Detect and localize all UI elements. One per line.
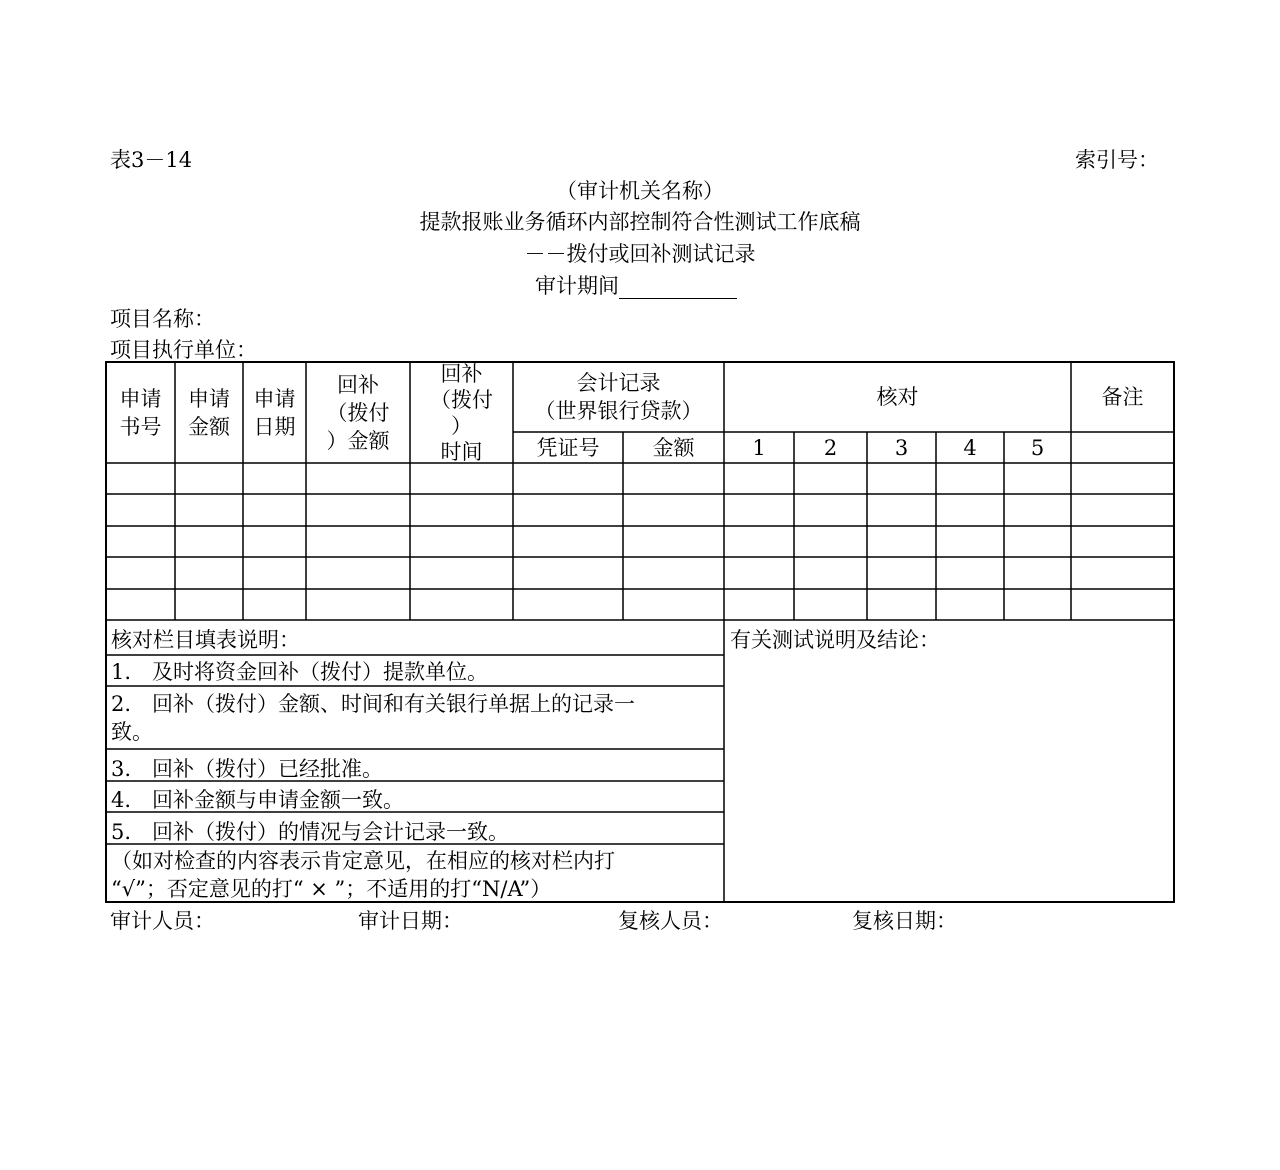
- conclusion-label: 有关测试说明及结论：: [730, 628, 940, 652]
- col-refill-time: 回补 （拨付 ） 时间: [430, 362, 493, 463]
- auditor-label: 审计人员：: [110, 909, 215, 933]
- index-number-label: 索引号：: [1075, 148, 1159, 172]
- org-name: （审计机关名称）: [556, 179, 724, 203]
- col-remark: 备注: [1101, 385, 1144, 409]
- audit-period-label: 审计期间: [535, 274, 619, 298]
- col-apply-date: 申请 日期: [253, 386, 296, 439]
- notes-heading: 核对栏目填表说明：: [111, 628, 300, 652]
- review-date-label: 复核日期：: [852, 909, 957, 933]
- note-legend: （如对检查的内容表示肯定意见，在相应的核对栏内打 “√”；否定意见的打“ × ”；不适用的打“N/A”）: [111, 849, 615, 901]
- check-col-1: 1: [752, 435, 766, 460]
- check-col-2: 2: [823, 435, 838, 460]
- check-col-5: 5: [1030, 435, 1045, 460]
- project-name-label: 项目名称：: [110, 307, 215, 331]
- note-item-1: 1. 及时将资金回补（拨付）提款单位。: [111, 660, 489, 684]
- col-apply-amount: 申请 金额: [188, 386, 230, 439]
- note-item-2: 2. 回补（拨付）金额、时间和有关银行单据上的记录一 致。: [111, 692, 636, 744]
- note-item-4: 4. 回补金额与申请金额一致。: [111, 788, 405, 812]
- audit-date-label: 审计日期：: [358, 909, 463, 933]
- reviewer-label: 复核人员：: [618, 909, 723, 933]
- page-title: 提款报账业务循环内部控制符合性测试工作底稿: [419, 210, 861, 234]
- table-number: 表3－14: [110, 148, 193, 172]
- page-subtitle: －－拨付或回补测试记录: [524, 242, 756, 266]
- col-apply-no: 申请 书号: [119, 386, 162, 439]
- note-item-3: 3. 回补（拨付）已经批准。: [111, 757, 384, 781]
- col-voucher: 凭证号: [536, 435, 600, 460]
- col-amount: 金额: [652, 435, 695, 460]
- col-check: 核对: [876, 385, 919, 409]
- exec-unit-label: 项目执行单位：: [110, 338, 257, 362]
- col-accounting: 会计记录 （世界银行贷款）: [534, 371, 703, 423]
- check-col-3: 3: [894, 435, 909, 460]
- col-refill-amount: 回补 （拨付 ）金额: [326, 372, 390, 453]
- note-item-5: 5. 回补（拨付）的情况与会计记录一致。: [111, 820, 510, 844]
- check-col-4: 4: [963, 435, 977, 460]
